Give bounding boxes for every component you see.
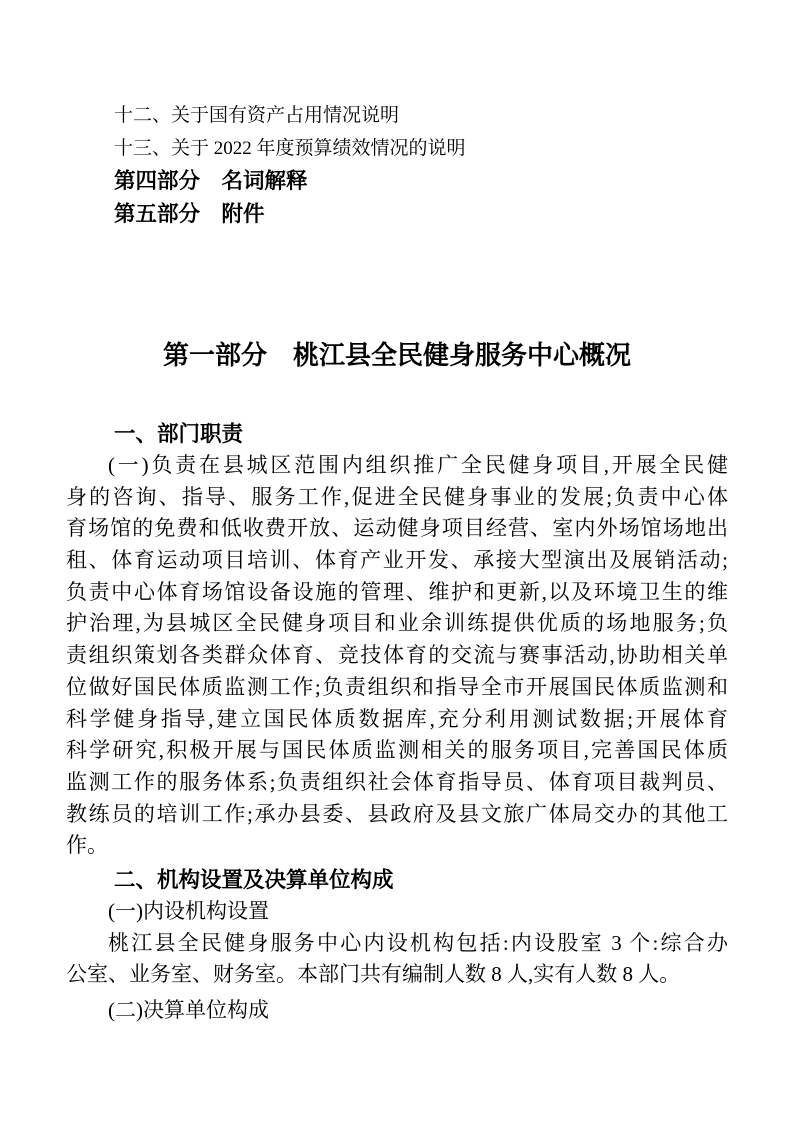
- paragraph-line: 身的咨询、指导、服务工作,促进全民健身事业的发展;负责中心体: [66, 484, 728, 509]
- paragraph-line: (一)负责在县城区范围内组织推广全民健身项目,开展全民健: [108, 453, 728, 477]
- table-of-contents: [66, 99, 728, 231]
- paragraph-line: 负责中心体育场馆设备设施的管理、维护和更新,以及环境卫生的维: [66, 579, 728, 604]
- org-paragraph: [66, 928, 728, 991]
- section-heading-organization: 二、机构设置及决算单位构成: [114, 867, 394, 892]
- paragraph-line: 科学健身指导,建立国民体质数据库,充分利用测试数据;开展体育: [66, 706, 728, 731]
- duties-paragraph: [66, 450, 728, 862]
- paragraph-line: 作。: [66, 833, 108, 858]
- paragraph-line: 教练员的培训工作;承办县委、县政府及县文旅广体局交办的其他工: [66, 801, 728, 826]
- paragraph-line: 育场馆的免费和低收费开放、运动健身项目经营、室内外场馆场地出: [66, 516, 728, 541]
- paragraph-line: 公室、业务室、财务室。本部门共有编制人数 8 人,实有人数 8 人。: [66, 962, 681, 987]
- toc-item-part5: 第五部分 附件: [114, 202, 265, 226]
- paragraph-line: 护治理,为县城区全民健身项目和业余训练提供优质的场地服务;负: [66, 611, 728, 636]
- part-title: 第一部分 桃江县全民健身服务中心概况: [162, 341, 631, 370]
- paragraph-line: 租、体育运动项目培训、体育产业开发、承接大型演出及展销活动;: [66, 548, 728, 573]
- paragraph-line: 位做好国民体质监测工作;负责组织和指导全市开展国民体质监测和: [66, 674, 728, 699]
- paragraph-line: 科学研究,积极开展与国民体质监测相关的服务项目,完善国民体质: [66, 738, 728, 763]
- paragraph-line: 桃江县全民健身服务中心内设机构包括:内设股室 3 个:综合办: [108, 930, 728, 955]
- section-heading-duties: 一、部门职责: [114, 422, 244, 446]
- toc-item-part4: 第四部分 名词解释: [114, 169, 308, 193]
- paragraph-line: 监测工作的服务体系;负责组织社会体育指导员、体育项目裁判员、: [66, 769, 728, 794]
- toc-item: 十二、关于国有资产占用情况说明: [114, 105, 400, 126]
- toc-item: 十三、关于 2022 年度预算绩效情况的说明: [114, 138, 466, 159]
- paragraph-line: 责组织策划各类群众体育、竞技体育的交流与赛事活动,协助相关单: [66, 643, 728, 668]
- subsection-heading-internal-org: (一)内设机构设置: [108, 898, 269, 923]
- subsection-heading-unit-composition: (二)决算单位构成: [108, 998, 269, 1022]
